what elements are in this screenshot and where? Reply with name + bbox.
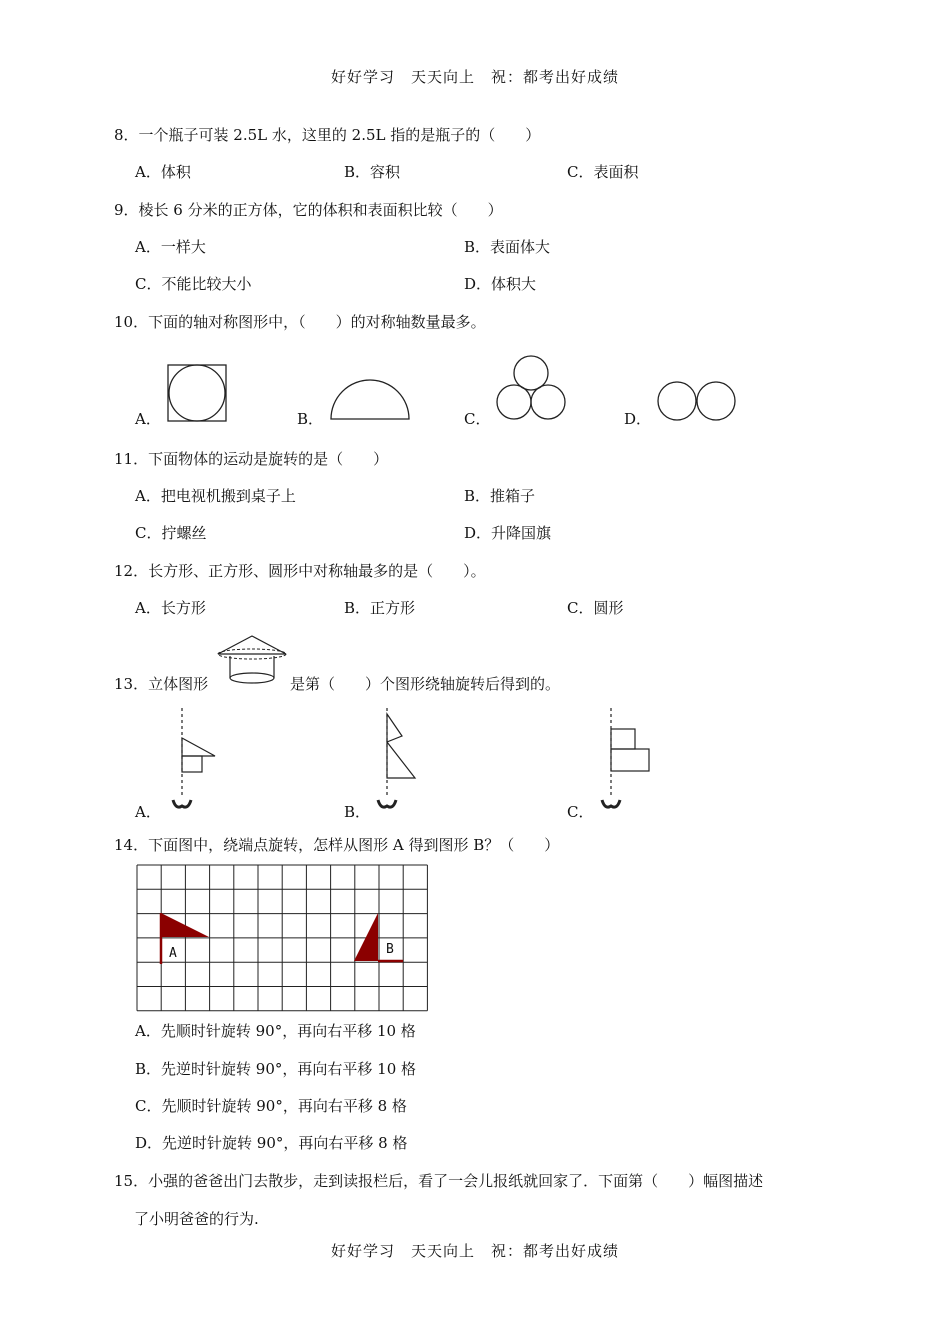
question-12: 12．长方形、正方形、圆形中对称轴最多的是（ ）。 <box>114 562 486 580</box>
question-15-line-1: 15．小强的爸爸出门去散步，走到读报栏后，看了一会儿报纸就回家了．下面第（ ）幅图描述 <box>114 1172 764 1190</box>
figure-b-label: B <box>386 942 394 957</box>
q12-option-b[interactable]: B．正方形 <box>344 599 416 617</box>
q13-solid-figure-cone-cylinder <box>216 634 288 686</box>
q9-option-b[interactable]: B．表面体大 <box>464 238 551 256</box>
question-10: 10．下面的轴对称图形中，（ ）的对称轴数量最多。 <box>114 313 486 331</box>
question-14: 14．下面图中，绕端点旋转，怎样从图形 A 得到图形 B？（ ） <box>114 836 560 854</box>
q11-option-d[interactable]: D．升降国旗 <box>464 524 552 542</box>
q11-option-c[interactable]: C．拧螺丝 <box>135 524 207 542</box>
question-8: 8．一个瓶子可装 2.5L 水，这里的 2.5L 指的是瓶子的（ ） <box>114 126 541 144</box>
question-13-suffix: 是第（ ）个图形绕轴旋转后得到的。 <box>290 675 561 693</box>
q10-option-a[interactable]: A． <box>135 410 161 428</box>
grid-lines <box>137 865 427 1011</box>
q13-option-b[interactable]: B． <box>344 803 371 821</box>
question-11: 11．下面物体的运动是旋转的是（ ） <box>114 450 389 468</box>
q14-option-c[interactable]: C．先顺时针旋转 90°，再向右平移 8 格 <box>135 1097 407 1115</box>
q10-figure-d-two-circles <box>656 380 740 424</box>
q14-option-b[interactable]: B．先逆时针旋转 90°，再向右平移 10 格 <box>135 1060 417 1078</box>
q13-figure-c-axis-shape <box>594 706 664 814</box>
q13-option-a[interactable]: A． <box>135 803 161 821</box>
q10-figure-b-semicircle <box>328 378 412 422</box>
q14-option-a[interactable]: A．先顺时针旋转 90°，再向右平移 10 格 <box>135 1022 416 1040</box>
q14-option-d[interactable]: D．先逆时针旋转 90°，再向右平移 8 格 <box>135 1134 408 1152</box>
q8-option-b[interactable]: B．容积 <box>344 163 401 181</box>
q9-option-c[interactable]: C．不能比较大小 <box>135 275 252 293</box>
q10-option-b[interactable]: B． <box>297 410 324 428</box>
page-footer: 好好学习 天天向上 祝：都考出好成绩 <box>330 1242 619 1260</box>
q9-option-d[interactable]: D．体积大 <box>464 275 537 293</box>
q9-option-a[interactable]: A．一样大 <box>135 238 206 256</box>
q13-figure-a-axis-shape <box>165 706 225 814</box>
q12-option-c[interactable]: C．圆形 <box>567 599 624 617</box>
page-header: 好好学习 天天向上 祝：都考出好成绩 <box>330 68 619 86</box>
q11-option-a[interactable]: A．把电视机搬到桌子上 <box>135 487 296 505</box>
q10-option-d[interactable]: D． <box>624 410 652 428</box>
q12-option-a[interactable]: A．长方形 <box>135 599 206 617</box>
question-9: 9．棱长 6 分米的正方体，它的体积和表面积比较（ ） <box>114 201 503 219</box>
question-13-prefix: 13．立体图形 <box>114 675 209 693</box>
q8-option-c[interactable]: C．表面积 <box>567 163 639 181</box>
q11-option-b[interactable]: B．推箱子 <box>464 487 536 505</box>
q10-figure-a-square-circle <box>165 362 229 424</box>
q13-figure-b-axis-shape <box>370 706 430 814</box>
q14-grid-diagram <box>136 864 428 1012</box>
figure-b-flag <box>354 913 378 961</box>
figure-a-label: A <box>169 946 177 961</box>
q10-figure-c-three-circles <box>494 354 568 424</box>
q8-option-a[interactable]: A．体积 <box>135 163 191 181</box>
question-15-line-2: 了小明爸爸的行为. <box>134 1210 259 1228</box>
q10-option-c[interactable]: C． <box>464 410 491 428</box>
q13-option-c[interactable]: C． <box>567 803 594 821</box>
